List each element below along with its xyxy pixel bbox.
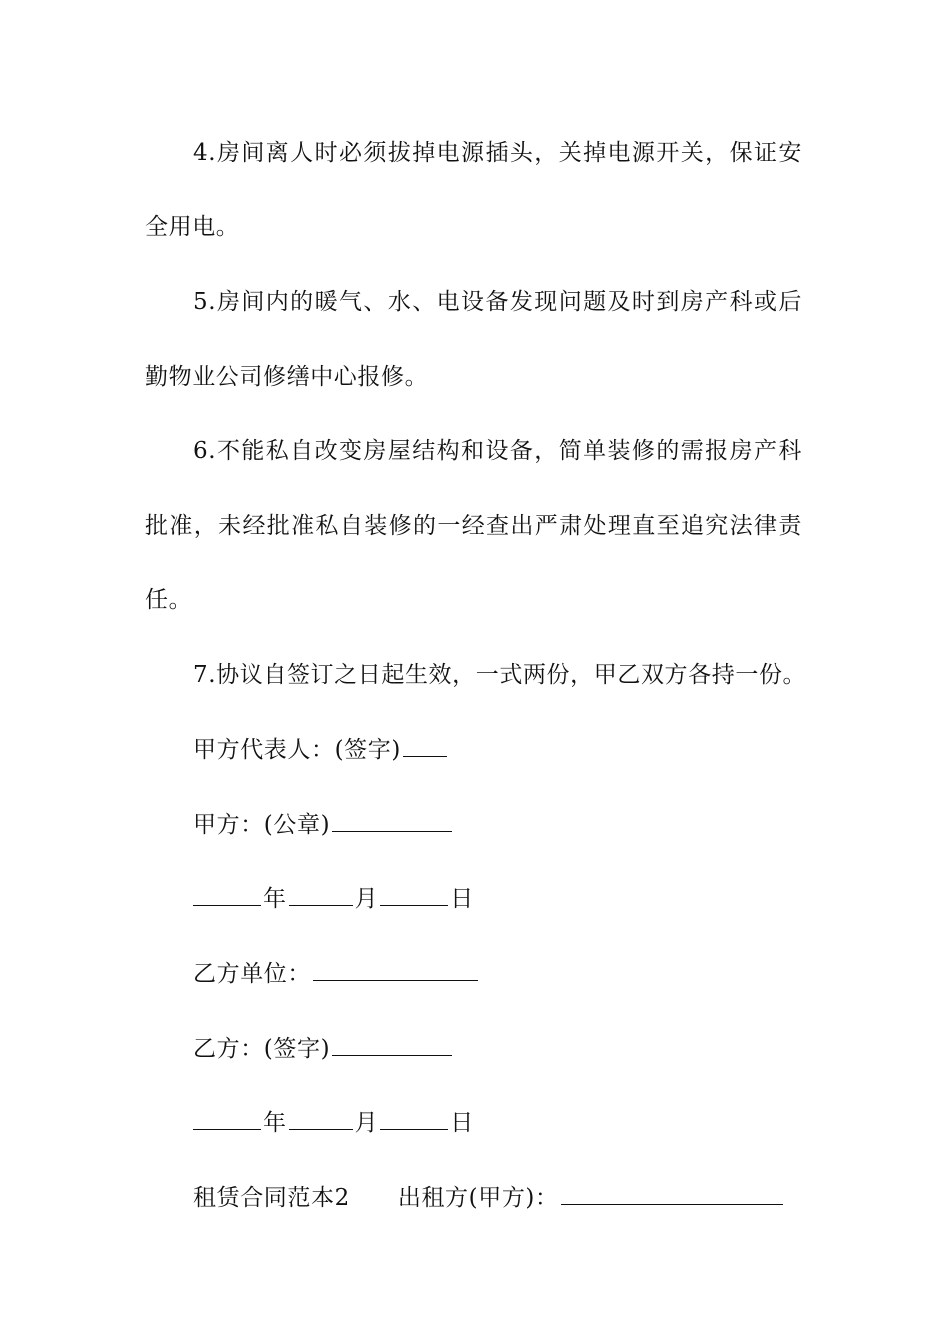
party-b-year-blank [193, 1107, 261, 1130]
paragraph-6-line-1: 6.不能私自改变房屋结构和设备，简单装修的需报房产科 [193, 438, 802, 464]
party-b-sign-label: 乙方：(签字) [193, 1036, 331, 1062]
paragraph-4-line-2: 全用电。 [145, 214, 240, 240]
paragraph-7-line-1: 7.协议自签订之日起生效，一式两份，甲乙双方各持一份。 [193, 662, 807, 688]
party-a-seal-label: 甲方：(公章) [193, 812, 331, 838]
lessor-label: 出租方(甲方)： [397, 1185, 559, 1211]
party-a-month-label: 月 [354, 886, 379, 912]
party-a-representative-blank [403, 734, 447, 757]
party-b-sign-line [193, 1033, 454, 1064]
party-b-month-label: 月 [354, 1110, 379, 1136]
party-a-seal-line [193, 809, 454, 840]
party-b-sign-blank [332, 1033, 452, 1056]
party-a-day-blank [380, 883, 448, 906]
party-b-month-blank [289, 1107, 353, 1130]
party-a-representative-line [193, 734, 449, 765]
paragraph-5-line-1: 5.房间内的暖气、水、电设备发现问题及时到房产科或后 [193, 289, 802, 315]
party-a-month-blank [289, 883, 353, 906]
party-a-representative-label: 甲方代表人：(签字) [193, 737, 401, 763]
party-b-day-blank [380, 1107, 448, 1130]
next-section-title: 租赁合同范本2 [193, 1185, 350, 1211]
paragraph-4-line-1: 4.房间离人时必须拔掉电源插头，关掉电源开关，保证安 [193, 140, 802, 166]
party-b-unit-line [193, 958, 480, 989]
party-b-unit-label: 乙方单位： [193, 961, 311, 987]
party-b-year-label: 年 [263, 1110, 287, 1136]
party-a-date-line [193, 883, 474, 914]
paragraph-5-line-2: 勤物业公司修缮中心报修。 [145, 364, 429, 390]
party-b-unit-blank [313, 958, 478, 981]
next-section-line [193, 1182, 785, 1213]
lessor-blank [561, 1182, 783, 1205]
party-b-date-line [193, 1107, 474, 1138]
party-a-seal-blank [332, 809, 452, 832]
paragraph-6-line-2: 批准，未经批准私自装修的一经查出严肃处理直至追究法律责 [145, 513, 802, 539]
party-a-day-label: 日 [450, 886, 474, 912]
party-a-year-blank [193, 883, 261, 906]
party-a-year-label: 年 [263, 886, 287, 912]
paragraph-6-line-3: 任。 [145, 587, 193, 613]
party-b-day-label: 日 [450, 1110, 474, 1136]
